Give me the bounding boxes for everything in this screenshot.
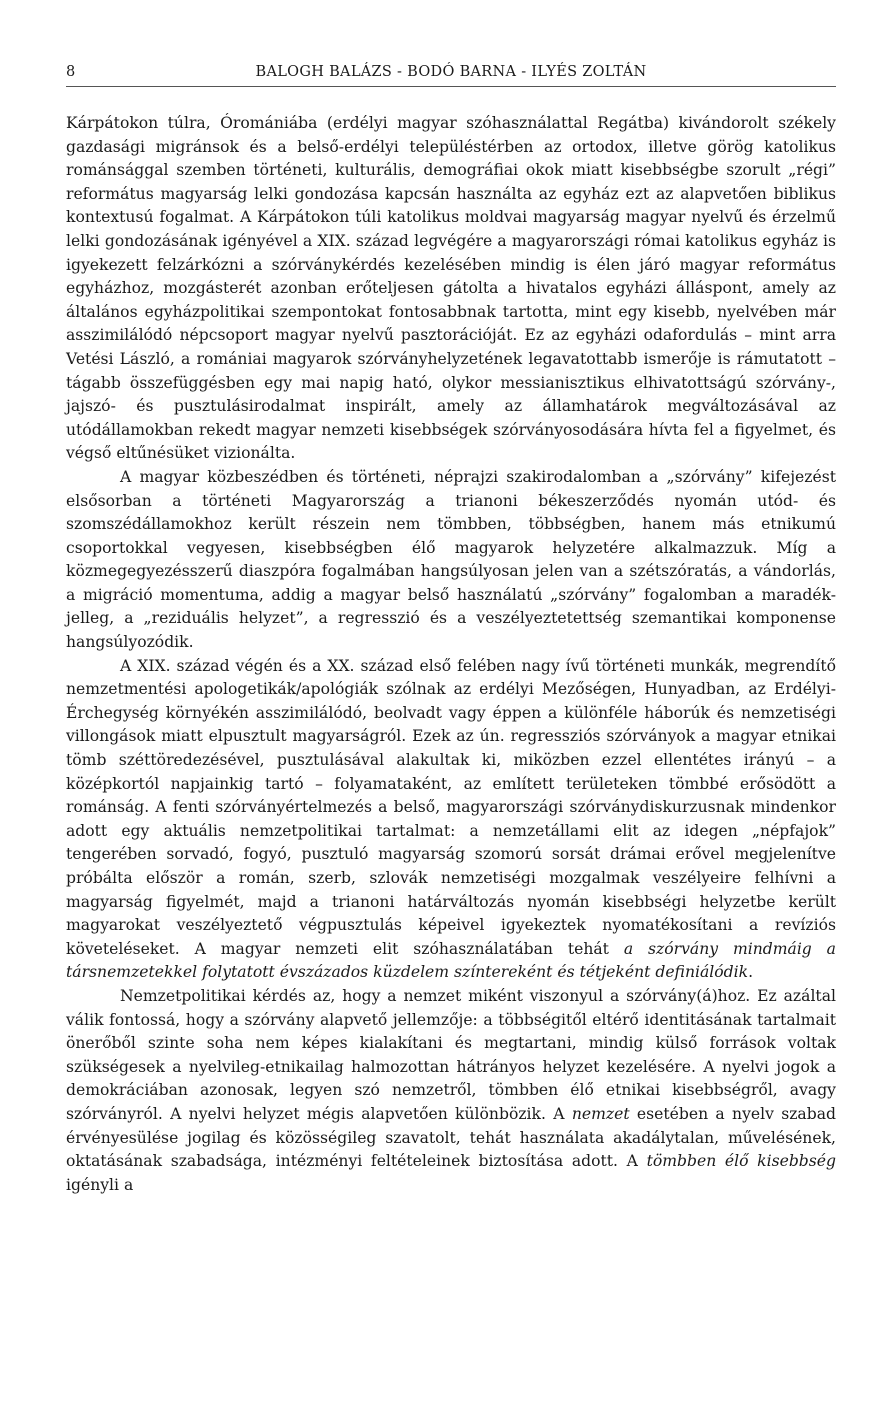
body-text — [66, 112, 836, 1197]
paragraph-4-emphasis-kisebbseg: tömbben élő kisebbség — [646, 1152, 836, 1171]
paragraph-3 — [66, 655, 836, 985]
paragraph-4-text-c: igényli a — [66, 1175, 134, 1194]
paragraph-1: Kárpátokon túlra, Óromániába (erdélyi magyar szóhasználattal Regátba) kivándorolt székely gazdasági migránsok és a belső-erdélyi településtérben az ortodox, illetve görög katolikus románsággal szemben történeti, kulturális, demográfiai okok miatt kisebbségbe szorult „régi” református magyarság lelki gondozása kapcsán használta az egyház ezt az alapvetően biblikus kontextusú fogalmat. A Kárpátokon túli katolikus moldvai magyarság magyar nyelvű és érzelmű lelki gondozásának igényével a XIX. század legvégére a magyarországi római katolikus egyház is igyekezett felzárkózni a szórványkérdés kezelésében mindig is élen járó magyar református egyházhoz, mozgásterét azonban erőteljesen gátolta a hivatalos egyházi álláspont, amely az általános egyházpolitikai szempontokat fontosabbnak tartotta, mint egy kisebb, nyelvében már asszimilálódó népcsoport magyar nyelvű pasztorációját. Ez az egyházi odafordulás – mint arra Vetési László, a romániai magyarok szórványhelyzetének legavatottabb ismerője is rámutatott – tágabb összefüggésben egy mai napig ható, olykor messianisztikus elhivatottságú szórvány-, jajszó- és pusztulásirodalmat inspirált, amely az államhatárok megváltozásával az utódállamokban rekedt magyar nemzeti kisebbségek szórványosodására hívta fel a figyelmet, és végső eltűnésüket vizionálta. — [66, 114, 836, 463]
paragraph-4-text-b: esetében a nyelv szabad érvényesülése jogilag és közösségileg szavatolt, tehát használata akadálytalan, művelésének, oktatásának szabadsága, intézményi feltételeinek biztosítása adott. A — [66, 1104, 836, 1171]
paragraph-3-text: A XIX. század végén és a XX. század első felében nagy ívű történeti munkák, megrendítő nemzetmentési apologetikák/apológiák szólnak az erdélyi Mezőségen, Hunyadban, az Erdélyi-Érchegység környékén asszimilálódó, beolvadt vagy éppen a különféle háborúk és nemzetiségi villongások miatt elpusztult magyarságról. Ezek az ún. regressziós szórványok a magyar etnikai tömb széttöredezésével, pusztulásával alakultak ki, miközben ezzel ellentétes irányú – a középkortól napjainkig tartó – folyamataként, az említett területeken tömbbé erősödött a románság. A fenti szórványértelmezés a belső, magyarországi szórványdiskurzusnak mindenkor adott egy aktuális nemzetpolitikai tartalmat: a nemzetállami elit az idegen „népfajok” tengerében sorvadó, fogyó, pusztuló magyarság szomorú sorsát drámai erővel megjelenítve próbálta először a román, szerb, szlovák nemzetiségi mozgalmak veszélyeire felhívni a magyarság figyelmét, majd a trianoni határváltozás nyomán kisebbségi helyzetbe került magyarokat veszélyeztető végpusztulás képeivel igyekeztek nyomatékosítani a revíziós követeléseket. A magyar nemzeti elit szóhasználatában tehát — [66, 656, 836, 958]
paragraph-4-emphasis-nemzet: nemzet — [571, 1104, 630, 1123]
running-header — [66, 64, 836, 87]
paragraph-4 — [66, 985, 836, 1197]
page-number: 8 — [66, 64, 76, 80]
running-header-title: BALOGH BALÁZS - BODÓ BARNA - ILYÉS ZOLTÁN — [255, 64, 647, 80]
paragraph-3-end: . — [748, 963, 754, 982]
paragraph-2: A magyar közbeszédben és történeti, néprajzi szakirodalomban a „szórvány” kifejezést elsősorban a történeti Magyarország a trianoni békeszerződés nyomán utód- és szomszédállamokhoz került részein nem tömbben, többségben, hanem más etnikumú csoportokkal vegyesen, kisebbségben élő magyarok helyzetére alkalmazzuk. Míg a közmegegyezésszerű diaszpóra fogalmában hangsúlyosan jelen van a szétszóratás, a vándorlás, a migráció momentuma, addig a magyar belső használatú „szórvány” fogalomban a maradék-jelleg, a „reziduális helyzet”, a regresszió és a veszélyeztetettség szemantikai komponense hangsúlyozódik. — [66, 467, 836, 652]
paragraph-3-emphasis: a szórvány mindmáig a társnemzetekkel folytatott évszázados küzdelem színtereként és tétjeként definiálódik — [66, 939, 836, 982]
paragraph-4-text-a: Nemzetpolitikai kérdés az, hogy a nemzet miként viszonyul a szórvány(á)hoz. Ez azáltal válik fontossá, hogy a szórvány alapvető jellemzője: a többségitől eltérő identitásának tartalmait önerőből szinte soha nem képes kialakítani és megtartani, mindig külső források voltak szükségesek a nyelvileg-etnikailag halmozottan hátrányos helyzet kezelésére. A nyelvi jogok a demokráciában azonosak, legyen szó nemzetről, tömbben élő etnikai kisebbségről, avagy szórványról. A nyelvi helyzet mégis alapvetően különbözik. A — [66, 986, 836, 1123]
